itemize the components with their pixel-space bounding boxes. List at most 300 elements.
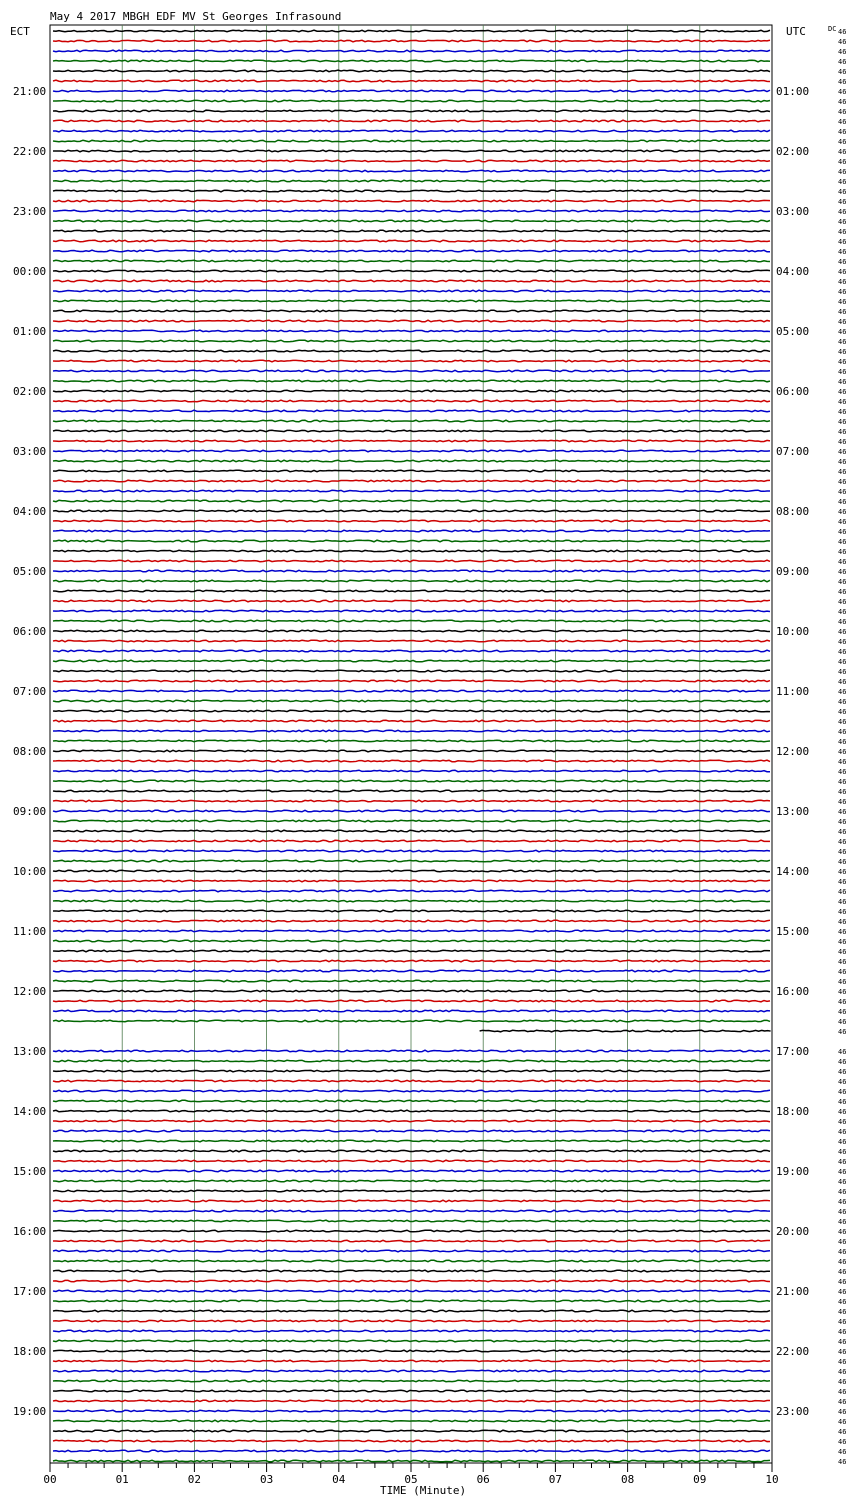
trace-line-142 [53, 1450, 770, 1452]
right-hour-label-22: 23:00 [776, 1405, 810, 1418]
trace-scale-label-66: 46 [838, 688, 847, 696]
trace-line-27 [53, 300, 770, 302]
trace-line-133 [53, 1360, 770, 1362]
trace-scale-label-71: 46 [838, 738, 847, 746]
trace-scale-label-83: 46 [838, 858, 847, 866]
trace-scale-label-95: 46 [838, 978, 847, 986]
x-tick-label-02: 02 [187, 1473, 202, 1486]
x-tick-label-07: 07 [548, 1473, 563, 1486]
trace-scale-label-128: 46 [838, 1308, 847, 1316]
trace-line-80 [53, 830, 770, 832]
trace-scale-label-123: 46 [838, 1258, 847, 1266]
trace-scale-label-54: 46 [838, 568, 847, 576]
trace-scale-label-74: 46 [838, 768, 847, 776]
trace-line-135 [53, 1380, 770, 1382]
trace-scale-label-82: 46 [838, 848, 847, 856]
trace-line-11 [53, 140, 770, 142]
left-hour-label-0: 21:00 [13, 85, 47, 98]
trace-scale-label-21: 46 [838, 238, 847, 246]
trace-line-2 [53, 50, 770, 52]
trace-scale-label-86: 46 [838, 888, 847, 896]
trace-scale-label-140: 46 [838, 1428, 847, 1436]
trace-scale-label-12: 46 [838, 148, 847, 156]
trace-scale-label-14: 46 [838, 168, 847, 176]
trace-scale-label-116: 46 [838, 1188, 847, 1196]
trace-line-54 [53, 570, 770, 572]
trace-scale-label-28: 46 [838, 308, 847, 316]
x-tick-label-05: 05 [404, 1473, 418, 1486]
trace-line-82 [53, 850, 770, 852]
trace-line-127 [53, 1300, 770, 1302]
trace-line-13 [53, 160, 770, 162]
trace-scale-label-46: 46 [838, 488, 847, 496]
trace-scale-label-84: 46 [838, 868, 847, 876]
trace-line-70 [53, 730, 770, 732]
trace-line-59 [53, 620, 770, 622]
trace-scale-label-88: 46 [838, 908, 847, 916]
trace-line-96 [53, 990, 770, 992]
right-hour-label-3: 04:00 [776, 265, 810, 278]
trace-line-60 [53, 630, 770, 632]
right-hour-label-8: 09:00 [776, 565, 810, 578]
trace-line-73 [53, 760, 770, 762]
trace-line-62 [53, 650, 770, 652]
trace-scale-label-52: 46 [838, 548, 847, 556]
trace-scale-label-11: 46 [838, 138, 847, 146]
trace-scale-label-2: 46 [838, 48, 847, 56]
trace-scale-label-127: 46 [838, 1298, 847, 1306]
trace-line-25 [53, 280, 770, 282]
trace-line-72 [53, 750, 770, 752]
trace-line-88 [53, 910, 770, 912]
trace-line-119 [53, 1220, 770, 1222]
trace-scale-label-106: 46 [838, 1088, 847, 1096]
trace-line-36 [53, 390, 770, 392]
trace-scale-label-93: 46 [838, 958, 847, 966]
trace-layer [53, 30, 771, 1462]
trace-scale-label-96: 46 [838, 988, 847, 996]
trace-scale-label-36: 46 [838, 388, 847, 396]
trace-line-53 [53, 560, 770, 562]
ect-axis-label: ECT [10, 25, 30, 38]
trace-scale-label-133: 46 [838, 1358, 847, 1366]
trace-line-90 [53, 930, 770, 932]
trace-line-42 [53, 450, 770, 452]
left-hour-label-17: 14:00 [13, 1105, 47, 1118]
trace-scale-label-64: 46 [838, 668, 847, 676]
trace-line-24 [53, 270, 770, 272]
trace-scale-label-78: 46 [838, 808, 847, 816]
trace-line-126 [53, 1290, 770, 1292]
trace-line-120 [53, 1230, 770, 1232]
trace-scale-label-75: 46 [838, 778, 847, 786]
trace-line-77 [53, 800, 770, 802]
left-hour-label-4: 01:00 [13, 325, 47, 338]
trace-scale-label-41: 46 [838, 438, 847, 446]
trace-scale-label-3: 46 [838, 58, 847, 66]
trace-scale-label-136: 46 [838, 1388, 847, 1396]
trace-line-107 [53, 1100, 770, 1102]
trace-line-16 [53, 190, 770, 192]
x-tick-label-03: 03 [259, 1473, 274, 1486]
trace-scale-label-65: 46 [838, 678, 847, 686]
trace-line-31 [53, 340, 770, 342]
trace-line-123 [53, 1260, 770, 1262]
trace-line-41 [53, 440, 770, 442]
trace-scale-label-72: 46 [838, 748, 847, 756]
trace-line-112 [53, 1150, 770, 1152]
trace-scale-label-4: 46 [838, 68, 847, 76]
trace-line-124 [53, 1270, 770, 1272]
trace-line-81 [53, 840, 770, 842]
trace-line-33 [53, 360, 770, 362]
trace-line-30 [53, 330, 770, 332]
trace-line-78 [53, 810, 770, 812]
trace-scale-label-30: 46 [838, 328, 847, 336]
trace-scale-label-20: 46 [838, 228, 847, 236]
trace-scale-label-114: 46 [838, 1168, 847, 1176]
trace-scale-label-90: 46 [838, 928, 847, 936]
left-hour-label-1: 22:00 [13, 145, 47, 158]
trace-line-87 [53, 900, 770, 902]
trace-line-75 [53, 780, 770, 782]
trace-scale-label-109: 46 [838, 1118, 847, 1126]
trace-line-29 [53, 320, 770, 322]
right-hour-label-7: 08:00 [776, 505, 810, 518]
trace-scale-label-92: 46 [838, 948, 847, 956]
trace-scale-label-60: 46 [838, 628, 847, 636]
left-hour-label-14: 11:00 [13, 925, 47, 938]
left-hour-label-22: 19:00 [13, 1405, 47, 1418]
trace-line-71 [53, 740, 770, 742]
right-hour-label-20: 21:00 [776, 1285, 810, 1298]
trace-scale-label-67: 46 [838, 698, 847, 706]
left-hour-label-21: 18:00 [13, 1345, 47, 1358]
trace-scale-label-91: 46 [838, 938, 847, 946]
trace-line-138 [53, 1410, 770, 1412]
left-hour-label-8: 05:00 [13, 565, 47, 578]
trace-line-103 [53, 1060, 770, 1062]
trace-scale-label-111: 46 [838, 1138, 847, 1146]
trace-scale-label-39: 46 [838, 418, 847, 426]
right-hour-label-5: 06:00 [776, 385, 810, 398]
x-tick-label-01: 01 [115, 1473, 129, 1486]
trace-scale-label-47: 46 [838, 498, 847, 506]
trace-scale-label-31: 46 [838, 338, 847, 346]
trace-scale-label-107: 46 [838, 1098, 847, 1106]
trace-line-39 [53, 420, 770, 422]
trace-line-6 [53, 90, 770, 92]
trace-line-106 [53, 1090, 770, 1092]
trace-line-74 [53, 770, 770, 772]
x-axis [43, 1463, 778, 1486]
right-hour-label-14: 15:00 [776, 925, 810, 938]
trace-scale-label-112: 46 [838, 1148, 847, 1156]
trace-line-10 [53, 130, 770, 132]
left-hour-label-12: 09:00 [13, 805, 47, 818]
trace-line-58 [53, 610, 770, 612]
trace-scale-label-100: 46 [838, 1028, 847, 1036]
trace-line-18 [53, 210, 770, 212]
chart-title: May 4 2017 MBGH EDF MV St Georges Infrasound [50, 10, 342, 23]
trace-scale-label-69: 46 [838, 718, 847, 726]
trace-line-128 [53, 1310, 770, 1312]
trace-scale-label-24: 46 [838, 268, 847, 276]
left-hour-label-19: 16:00 [13, 1225, 47, 1238]
trace-scale-label-134: 46 [838, 1368, 847, 1376]
trace-scale-label-23: 46 [838, 258, 847, 266]
right-hour-label-19: 20:00 [776, 1225, 810, 1238]
trace-scale-label-102: 46 [838, 1048, 847, 1056]
trace-line-117 [53, 1200, 770, 1202]
trace-line-37 [53, 400, 770, 402]
trace-scale-label-19: 46 [838, 218, 847, 226]
trace-scale-label-77: 46 [838, 798, 847, 806]
x-tick-label-08: 08 [620, 1473, 635, 1486]
trace-line-61 [53, 640, 770, 642]
trace-scale-label-1: 46 [838, 38, 847, 46]
trace-scale-label-18: 46 [838, 208, 847, 216]
trace-scale-label-44: 46 [838, 468, 847, 476]
trace-scale-label-33: 46 [838, 358, 847, 366]
trace-scale-label-62: 46 [838, 648, 847, 656]
trace-scale-label-58: 46 [838, 608, 847, 616]
trace-scale-label-117: 46 [838, 1198, 847, 1206]
trace-scale-label-70: 46 [838, 728, 847, 736]
trace-line-121 [53, 1240, 770, 1242]
trace-scale-label-138: 46 [838, 1408, 847, 1416]
left-hour-label-18: 15:00 [13, 1165, 47, 1178]
trace-line-56 [53, 590, 770, 592]
trace-scale-label-22: 46 [838, 248, 847, 256]
trace-scale-label-38: 46 [838, 408, 847, 416]
trace-scale-label-113: 46 [838, 1158, 847, 1166]
trace-line-94 [53, 970, 770, 972]
trace-scale-label-34: 46 [838, 368, 847, 376]
trace-scale-label-142: 46 [838, 1448, 847, 1456]
trace-line-21 [53, 240, 770, 242]
trace-line-97 [53, 1000, 770, 1002]
trace-scale-label-27: 46 [838, 298, 847, 306]
trace-line-109 [53, 1120, 770, 1122]
trace-scale-label-53: 46 [838, 558, 847, 566]
trace-scale-label-42: 46 [838, 448, 847, 456]
trace-line-136 [53, 1390, 770, 1392]
trace-line-79 [53, 820, 770, 822]
trace-scale-label-17: 46 [838, 198, 847, 206]
trace-line-3 [53, 60, 770, 62]
x-tick-label-10: 10 [765, 1473, 779, 1486]
trace-line-19 [53, 220, 770, 222]
right-hour-label-18: 19:00 [776, 1165, 810, 1178]
right-hour-label-0: 01:00 [776, 85, 810, 98]
x-tick-label-09: 09 [693, 1473, 707, 1486]
x-tick-label-06: 06 [476, 1473, 490, 1486]
trace-line-23 [53, 260, 770, 262]
trace-scale-label-81: 46 [838, 838, 847, 846]
trace-line-68 [53, 710, 770, 712]
trace-line-38 [53, 410, 770, 412]
trace-scale-label-94: 46 [838, 968, 847, 976]
utc-axis-label: UTC [786, 25, 806, 38]
trace-line-130 [53, 1330, 770, 1332]
trace-line-140 [53, 1430, 770, 1432]
trace-line-64 [53, 670, 770, 672]
x-axis-title: TIME (Minute) [380, 1484, 467, 1497]
trace-scale-label-135: 46 [838, 1378, 847, 1386]
trace-scale-label-131: 46 [838, 1338, 847, 1346]
trace-line-113 [53, 1160, 770, 1162]
trace-scale-label-57: 46 [838, 598, 847, 606]
x-tick-label-04: 04 [332, 1473, 346, 1486]
trace-line-91 [53, 940, 770, 942]
trace-scale-label-25: 46 [838, 278, 847, 286]
trace-line-76 [53, 790, 770, 792]
trace-scale-label-13: 46 [838, 158, 847, 166]
trace-line-34 [53, 370, 770, 372]
trace-scale-label-6: 46 [838, 88, 847, 96]
trace-scale-label-68: 46 [838, 708, 847, 716]
trace-scale-label-51: 46 [838, 538, 847, 546]
trace-scale-label-141: 46 [838, 1438, 847, 1446]
trace-scale-label-8: 46 [838, 108, 847, 116]
trace-scale-label-130: 46 [838, 1328, 847, 1336]
trace-scale-label-29: 46 [838, 318, 847, 326]
trace-line-102 [53, 1050, 770, 1052]
trace-scale-label-97: 46 [838, 998, 847, 1006]
trace-line-131 [53, 1340, 770, 1342]
trace-scale-label-104: 46 [838, 1068, 847, 1076]
trace-scale-label-45: 46 [838, 478, 847, 486]
trace-line-12 [53, 150, 770, 152]
trace-scale-label-110: 46 [838, 1128, 847, 1136]
trace-line-4 [53, 70, 770, 72]
trace-scale-label-98: 46 [838, 1008, 847, 1016]
trace-scale-label-105: 46 [838, 1078, 847, 1086]
trace-line-137 [53, 1400, 770, 1402]
trace-line-118 [53, 1210, 770, 1212]
right-hour-label-6: 07:00 [776, 445, 810, 458]
trace-line-15 [53, 180, 770, 182]
trace-line-86 [53, 890, 770, 892]
trace-scale-label-129: 46 [838, 1318, 847, 1326]
trace-scale-label-118: 46 [838, 1208, 847, 1216]
trace-scale-label-49: 46 [838, 518, 847, 526]
left-hour-label-5: 02:00 [13, 385, 47, 398]
trace-scale-label-121: 46 [838, 1238, 847, 1246]
left-hour-label-9: 06:00 [13, 625, 47, 638]
trace-line-1 [53, 40, 770, 42]
trace-scale-label-80: 46 [838, 828, 847, 836]
right-hour-label-21: 22:00 [776, 1345, 810, 1358]
trace-scale-label-126: 46 [838, 1288, 847, 1296]
trace-scale-label-139: 46 [838, 1418, 847, 1426]
trace-scale-label-87: 46 [838, 898, 847, 906]
trace-line-141 [53, 1440, 770, 1442]
trace-line-14 [53, 170, 770, 172]
trace-line-104 [53, 1070, 770, 1072]
left-hour-label-11: 08:00 [13, 745, 47, 758]
left-hour-label-16: 13:00 [13, 1045, 47, 1058]
trace-line-125 [53, 1280, 770, 1282]
trace-line-0 [53, 30, 770, 32]
trace-scale-label-115: 46 [838, 1178, 847, 1186]
right-hour-label-16: 17:00 [776, 1045, 810, 1058]
trace-scale-label-85: 46 [838, 878, 847, 886]
trace-scale-label-35: 46 [838, 378, 847, 386]
trace-line-116 [53, 1190, 770, 1192]
trace-scale-label-124: 46 [838, 1268, 847, 1276]
trace-scale-label-120: 46 [838, 1228, 847, 1236]
trace-scale-label-143: 46 [838, 1458, 847, 1466]
trace-line-20 [53, 230, 770, 232]
trace-line-26 [53, 290, 770, 292]
trace-line-35 [53, 380, 770, 382]
trace-scale-label-15: 46 [838, 178, 847, 186]
left-hour-label-20: 17:00 [13, 1285, 47, 1298]
left-hour-label-13: 10:00 [13, 865, 47, 878]
trace-scale-label-37: 46 [838, 398, 847, 406]
trace-line-17 [53, 200, 770, 202]
trace-line-85 [53, 880, 770, 882]
trace-scale-label-122: 46 [838, 1248, 847, 1256]
trace-line-46 [53, 490, 770, 492]
trace-line-9 [53, 120, 770, 122]
trace-line-8 [53, 110, 770, 112]
trace-line-92 [53, 950, 770, 952]
left-hour-label-3: 00:00 [13, 265, 47, 278]
trace-line-132 [53, 1350, 770, 1352]
trace-line-122 [53, 1250, 770, 1252]
trace-scale-label-103: 46 [838, 1058, 847, 1066]
right-hour-label-9: 10:00 [776, 625, 810, 638]
trace-line-57 [53, 600, 770, 602]
x-tick-label-00: 00 [43, 1473, 57, 1486]
trace-scale-label-43: 46 [838, 458, 847, 466]
trace-line-66 [53, 690, 770, 692]
trace-line-99 [53, 1020, 770, 1022]
trace-line-115 [53, 1180, 770, 1182]
right-hour-label-11: 12:00 [776, 745, 810, 758]
trace-line-49 [53, 520, 770, 522]
right-hour-label-13: 14:00 [776, 865, 810, 878]
left-hour-label-6: 03:00 [13, 445, 47, 458]
trace-scale-label-10: 46 [838, 128, 847, 136]
trace-line-40 [53, 430, 770, 432]
trace-scale-label-59: 46 [838, 618, 847, 626]
trace-line-67 [53, 700, 770, 702]
right-hour-label-15: 16:00 [776, 985, 810, 998]
trace-line-114 [53, 1170, 770, 1172]
trace-scale-label-16: 46 [838, 188, 847, 196]
scale-top-label: DC [828, 25, 837, 33]
trace-scale-label-9: 46 [838, 118, 847, 126]
trace-scale-label-40: 46 [838, 428, 847, 436]
trace-scale-label-89: 46 [838, 918, 847, 926]
trace-line-28 [53, 310, 770, 312]
trace-scale-label-108: 46 [838, 1108, 847, 1116]
right-hour-label-1: 02:00 [776, 145, 810, 158]
trace-scale-label-55: 46 [838, 578, 847, 586]
right-hour-label-2: 03:00 [776, 205, 810, 218]
trace-line-45 [53, 480, 770, 482]
right-hour-label-10: 11:00 [776, 685, 810, 698]
trace-line-83 [53, 860, 770, 862]
trace-line-108 [53, 1110, 770, 1112]
trace-scale-label-56: 46 [838, 588, 847, 596]
left-hour-label-2: 23:00 [13, 205, 47, 218]
trace-line-55 [53, 580, 770, 582]
